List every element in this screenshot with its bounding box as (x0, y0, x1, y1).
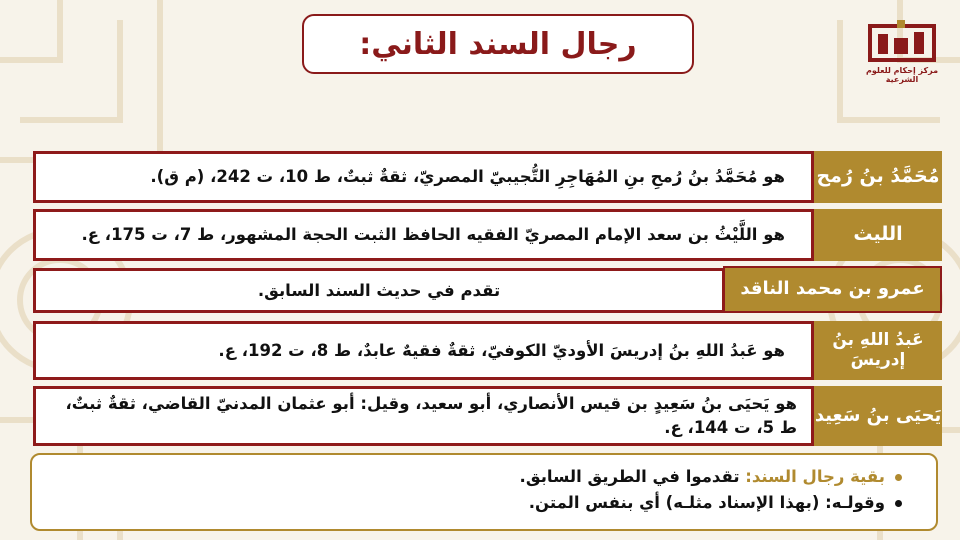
bullet-icon (895, 500, 902, 507)
note-text: وقولـه: (بهذا الإسناد مثلـه) أي بنفس المتن. (528, 493, 885, 512)
narrator-1-name: مُحَمَّدُ بنُ رُمح (814, 151, 942, 203)
narrator-1-description: هو مُحَمَّدُ بنُ رُمحِ بنِ المُهَاجِرِ التُّجيبيّ المصريّ، ثقةٌ ثبتٌ، ط 10، ت 242، (م ق). (33, 151, 814, 203)
narrator-5-name: يَحيَى بنُ سَعِيد (814, 386, 942, 446)
narrator-2-description: هو اللَّيْثُ بن سعد الإمام المصريّ الفقيه الحافظ الثبت الحجة المشهور، ط 7، ت 175، ع. (33, 209, 814, 261)
logo (862, 20, 942, 92)
slide-title-box (302, 14, 694, 74)
bullet-icon (895, 474, 902, 481)
narrator-3-name: عمرو بن محمد الناقد (723, 266, 942, 313)
logo-mark-icon (864, 20, 940, 66)
note-item (52, 490, 902, 516)
note-item (52, 464, 902, 490)
note-text: تقدموا في الطريق السابق. (519, 467, 746, 486)
narrator-2-name: الليث (814, 209, 942, 261)
notes-box (30, 453, 938, 531)
narrator-3-description: تقدم في حديث السند السابق. (33, 268, 725, 313)
logo-subtitle: مركز إحكام للعلوم الشرعية (865, 66, 939, 84)
narrator-5-description: هو يَحيَى بنُ سَعِيدٍ بن قيس الأنصاري، أبو سعيد، وقيل: أبو عثمان المدنيّ القاضي، ثقةٌ ثبتٌ، ط 5، ت 144، ع. (33, 386, 814, 446)
narrator-4-name: عَبدُ اللهِ بنُ إدريسَ (814, 321, 942, 380)
note-key: بقية رجال السند: (745, 467, 885, 486)
slide-title: رجال السند الثاني: (359, 26, 637, 62)
narrator-4-description: هو عَبدُ اللهِ بنُ إدريسَ الأوديّ الكوفيّ، ثقةٌ فقيهٌ عابدٌ، ط 8، ت 192، ع. (33, 321, 814, 380)
